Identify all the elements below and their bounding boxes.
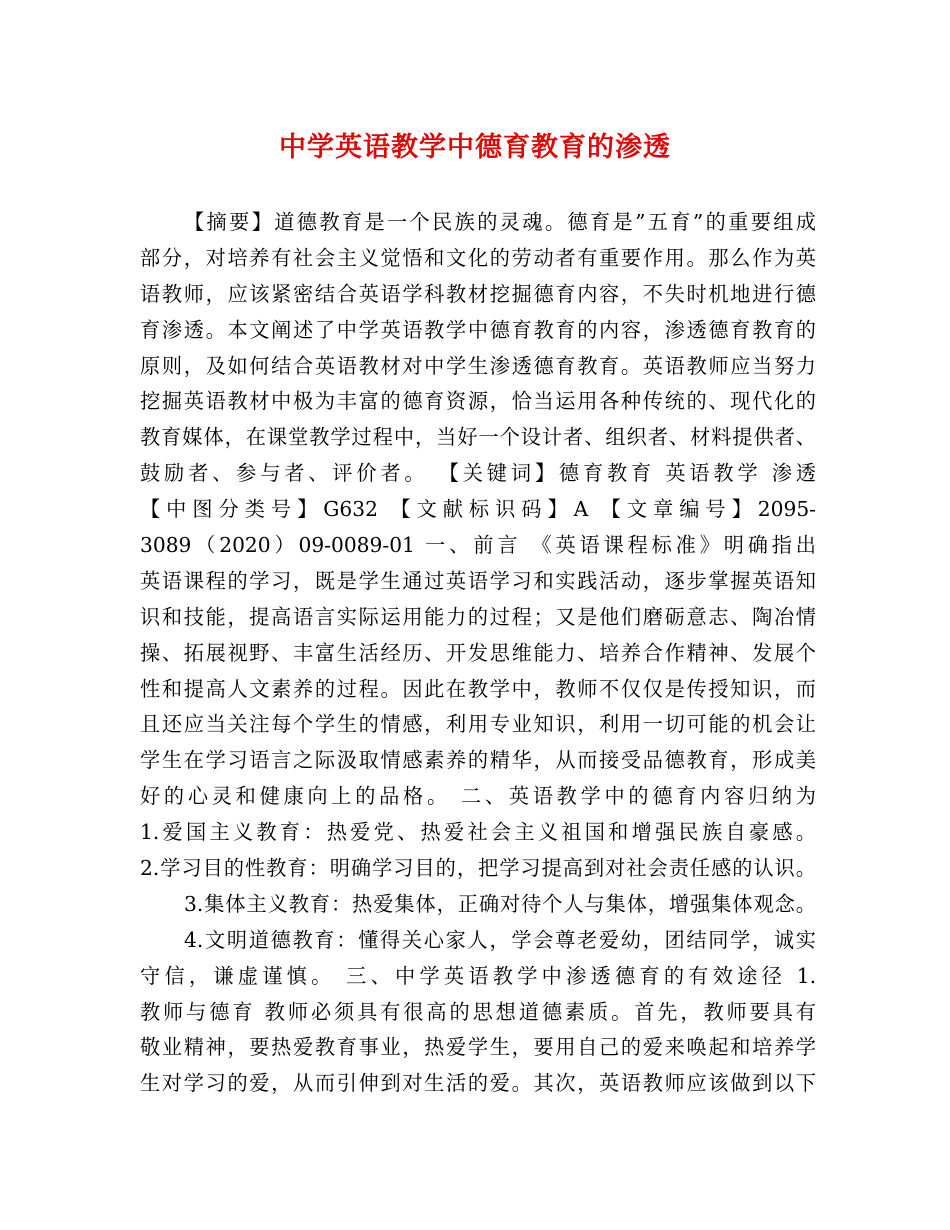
paragraph-line: 鼓励者、参与者、评价者。 【关键词】德育教育 英语教学 渗透 <box>140 461 816 486</box>
paragraph-line: 部分，对培养有社会主义觉悟和文化的劳动者有重要作用。那么作为英 <box>140 245 816 270</box>
paragraph-line: 学生在学习语言之际汲取情感素养的精华，从而接受品德教育，形成美 <box>140 748 816 773</box>
paragraph-line: 守信，谦虚谨慎。 三、中学英语教学中渗透德育的有效途径 1. <box>140 963 816 988</box>
paragraph-line: 敬业精神，要热爱教育事业，热爱学生，要用自己的爱来唤起和培养学 <box>140 1035 816 1060</box>
paragraph-line: 操、拓展视野、丰富生活经历、开发思维能力、培养合作精神、发展个 <box>140 640 816 665</box>
paragraph-line: 好的心灵和健康向上的品格。 二、英语教学中的德育内容归纳为 <box>140 784 816 809</box>
list-item-line: 4.文明道德教育：懂得关心家人，学会尊老爱幼，团结同学，诚实 <box>184 927 816 952</box>
paragraph-line: 教育媒体，在课堂教学过程中，当好一个设计者、组织者、材料提供者、 <box>140 425 816 450</box>
paragraph-line: 语教师，应该紧密结合英语学科教材挖掘德育内容，不失时机地进行德 <box>140 281 816 306</box>
paragraph-line: 英语课程的学习，既是学生通过英语学习和实践活动，逐步掌握英语知 <box>140 568 816 593</box>
paragraph-line: 【中图分类号】G632 【文献标识码】A 【文章编号】2095- <box>140 497 816 522</box>
list-item-line: 1.爱国主义教育：热爱党、热爱社会主义祖国和增强民族自豪感。 <box>140 820 816 845</box>
paragraph-line: 【摘要】道德教育是一个民族的灵魂。德育是”五育”的重要组成 <box>184 210 816 234</box>
paragraph-line: 原则，及如何结合英语教材对中学生渗透德育教育。英语教师应当努力 <box>140 353 816 378</box>
list-item-line: 2.学习目的性教育：明确学习目的，把学习提高到对社会责任感的认识。 <box>140 856 816 881</box>
paragraph-line: 教师与德育 教师必须具有很高的思想道德素质。首先，教师要具有 <box>140 999 816 1024</box>
paragraph-line: 且还应当关注每个学生的情感，利用专业知识，利用一切可能的机会让 <box>140 712 816 737</box>
paragraph-line: 性和提高人文素养的过程。因此在教学中，教师不仅仅是传授知识，而 <box>140 676 816 701</box>
list-item-line: 3.集体主义教育：热爱集体，正确对待个人与集体，增强集体观念。 <box>184 891 816 916</box>
paragraph-line: 生对学习的爱，从而引伸到对生活的爱。其次，英语教师应该做到以下 <box>140 1071 816 1096</box>
document-title: 中学英语教学中德育教育的渗透 <box>279 132 671 163</box>
document-body <box>140 205 816 1102</box>
paragraph-line: 挖掘英语教材中极为丰富的德育资源，恰当运用各种传统的、现代化的 <box>140 389 816 414</box>
paragraph-line: 育渗透。本文阐述了中学英语教学中德育教育的内容，渗透德育教育的 <box>140 317 816 342</box>
paragraph-line: 识和技能，提高语言实际运用能力的过程；又是他们磨砺意志、陶冶情 <box>140 604 816 629</box>
paragraph-line: 3089（2020）09-0089-01 一、前言 《英语课程标准》明确指出 <box>140 533 816 558</box>
